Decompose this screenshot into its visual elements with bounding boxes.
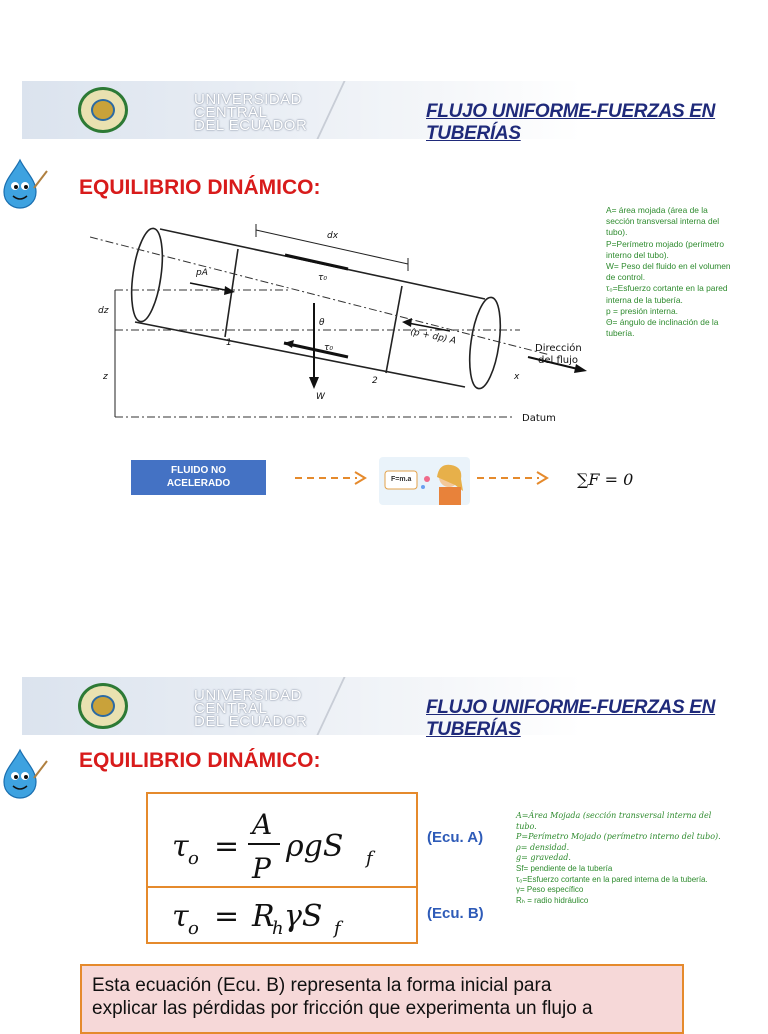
label-force-right: (p + dp) A [409,327,457,347]
variable-legend: A= área mojada (área de la sección transversal interna del tubo). P=Perímetro mojado (perímetro interno del tubo). W= Peso del fluido en el volumen de control. τ₀=Esfuerzo cortante en la pared interna de la tubería. p = presión interna. Θ= ángulo de inclinación de la tubería. [606,205,731,339]
label-tau-top: τ₀ [318,273,328,283]
svg-text:f: f [334,918,341,939]
university-logo [78,87,128,133]
header-banner [22,677,768,740]
equation-a [148,794,416,886]
svg-text:=: = [214,899,240,934]
university-logo [78,683,128,729]
water-drop-mascot-icon [2,156,48,210]
label-tau-bottom: τ₀ [324,343,334,353]
banner-title: FLUJO UNIFORME-FUERZAS EN TUBERÍAS [426,101,716,144]
equation-a-box [146,792,418,888]
svg-text:o: o [188,918,199,939]
svg-text:τ: τ [172,829,189,864]
dashed-arrow-1 [295,470,370,486]
dashed-arrow-2 [477,470,552,486]
svg-text:P: P [252,852,271,885]
svg-text:=: = [214,829,240,864]
banner-divider [316,677,345,735]
university-name: UNIVERSIDAD CENTRAL DEL ECUADOR [194,687,308,730]
shear-bottom-arrow [284,343,348,357]
label-z: z [103,372,108,382]
equation-a-label: (Ecu. A) [427,829,484,846]
equation-b [148,888,416,942]
slide-2 [0,600,768,1024]
label-pA: pA [196,268,208,278]
section-title: EQUILIBRIO DINÁMICO: [79,749,321,772]
newton-cartoon [379,457,470,505]
svg-text:o: o [188,848,199,869]
label-datum: Datum [522,413,556,424]
svg-text:f: f [366,848,373,869]
variable-legend: A=Área Mojada (sección transversal interna del tubo. P=Perímetro Mojado (perímetro interno del tubo). ρ= densidad. g= gravedad. Sf= pendiente de la tubería τ₀=Esfuerzo cortante en la pared interna de la tubería. γ= Peso específico Rₕ = radio hidráulico [516,811,721,905]
header-banner [22,81,768,144]
banner-divider [316,81,345,139]
pipe-left-end [127,227,168,324]
svg-text:ρgS: ρgS [286,829,344,864]
label-dz: dz [98,306,109,316]
label-point-1: 1 [226,338,232,348]
equation-b-box [146,886,418,944]
svg-text:R: R [252,899,275,934]
cartoon-label: F=m.a [391,476,412,483]
equation-b-label: (Ecu. B) [427,905,484,922]
university-name: UNIVERSIDAD CENTRAL DEL ECUADOR [194,91,308,134]
svg-text:h: h [272,918,284,939]
label-dx: dx [327,231,339,241]
label-flow: del flujo [538,355,578,366]
water-drop-mascot-icon [2,746,48,800]
label-direction: Dirección [535,343,582,354]
label-theta: θ [319,318,325,328]
svg-text:γS: γS [284,899,323,934]
pipe-force-diagram [90,207,610,437]
shear-top-arrow [285,255,348,269]
svg-text:τ: τ [172,899,189,934]
pipe-right-end [465,295,506,390]
label-point-2: 2 [372,376,378,386]
svg-text:A: A [252,808,273,841]
label-w: W [316,392,325,402]
pipe-axis [90,237,550,355]
label-x: x [514,372,520,382]
explanation-note: Esta ecuación (Ecu. B) representa la forma inicial para explicar las pérdidas por fricción que experimenta un flujo a [80,964,684,1034]
banner-title: FLUJO UNIFORME-FUERZAS EN TUBERÍAS [426,697,716,740]
section-title: EQUILIBRIO DINÁMICO: [79,176,321,199]
sum-forces-formula: ∑F = 0 [577,470,634,489]
fluid-not-accelerated-box: FLUIDO NO ACELERADO [131,460,266,495]
